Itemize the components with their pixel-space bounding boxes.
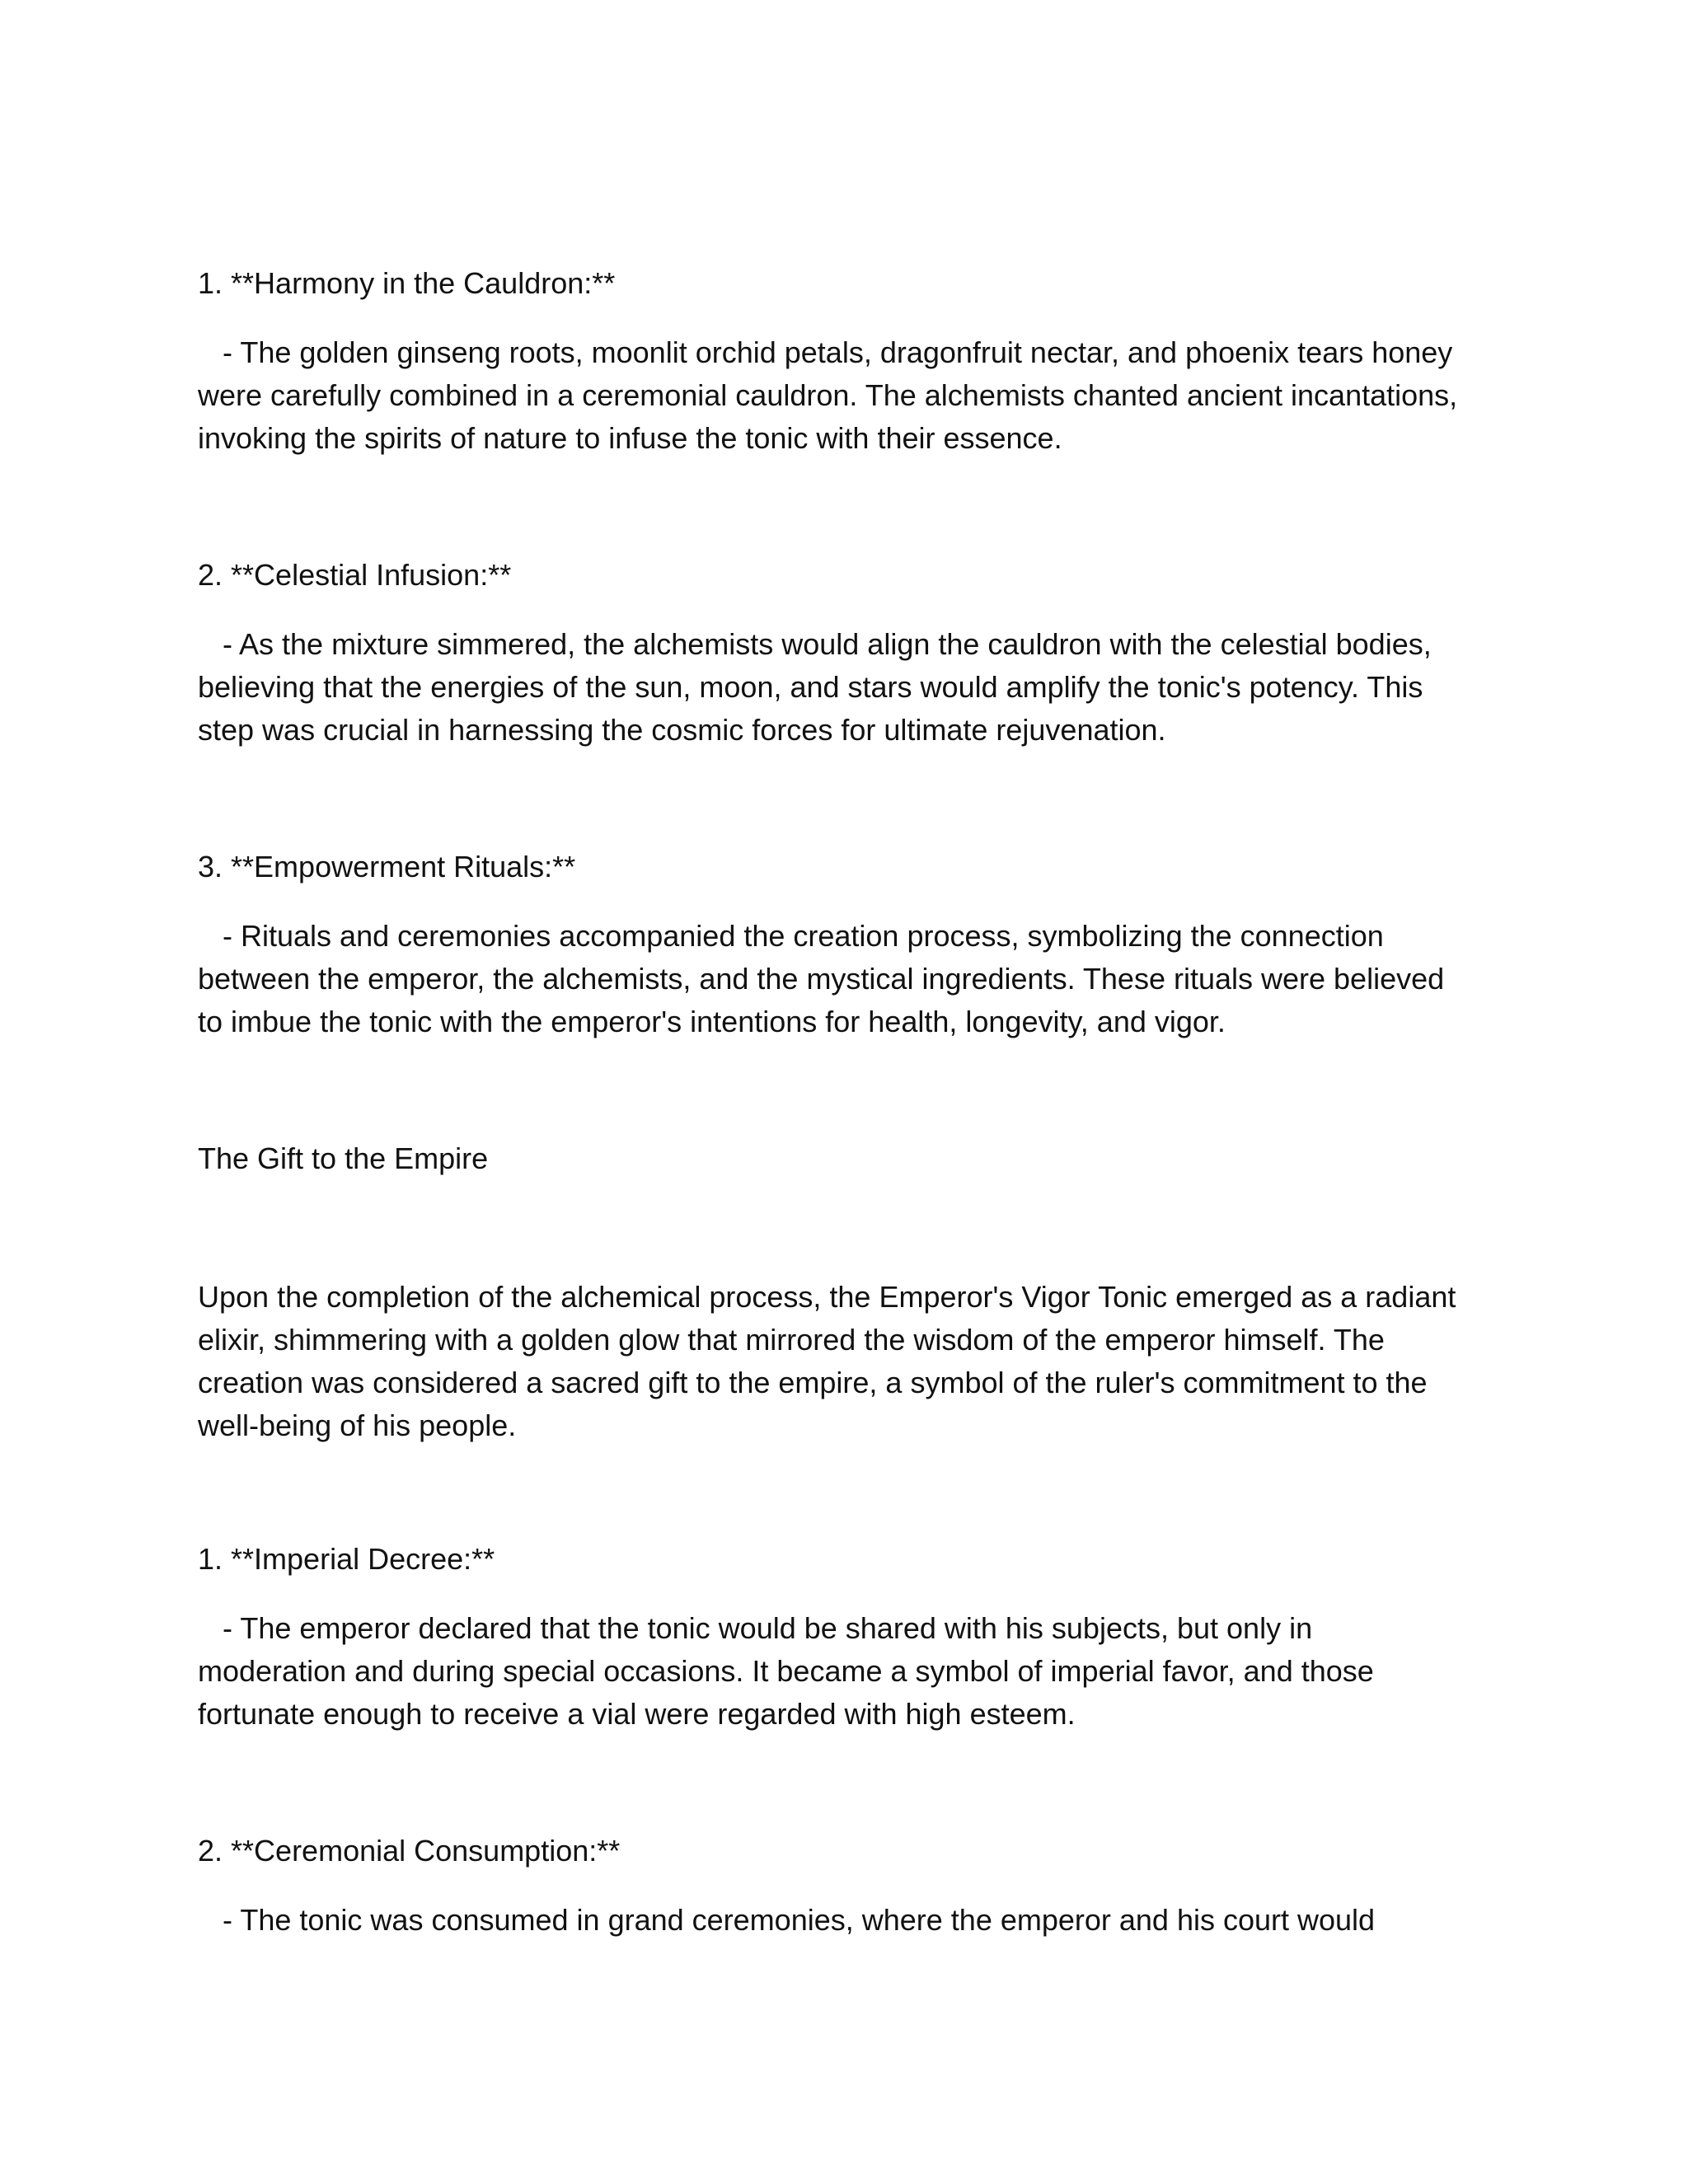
intro-paragraph: Upon the completion of the alchemical process, the Emperor's Vigor Tonic emerged as a radiant elixir, shimmering with a golden glow that mirrored the wisdom of the emperor himself. The creation was considered a sacred gift to the empire, a symbol of the ruler's commitment to the well-being of his people. [198, 1280, 1456, 1442]
section-body-ceremonial: - The tonic was consumed in grand ceremonies, where the emperor and his court would [198, 1903, 1376, 1937]
section-heading-ceremonial: 2. **Ceremonial Consumption:** [198, 1834, 621, 1868]
section-title-gift: The Gift to the Empire [198, 1141, 489, 1175]
section-body-empowerment: - Rituals and ceremonies accompanied the creation process, symbolizing the connection between the emperor, the alchemists, and the mystical ingredients. These rituals were believed to imbue the tonic with the emperor's intentions for health, longevity, and vigor. [198, 919, 1445, 1038]
section-body-decree: - The emperor declared that the tonic would be shared with his subjects, but only in moderation and during special occasions. It became a symbol of imperial favor, and those fortunate enough to receive a vial were regarded with high esteem. [198, 1611, 1374, 1731]
section-heading-decree: 1. **Imperial Decree:** [198, 1542, 495, 1576]
section-body-celestial: - As the mixture simmered, the alchemists would align the cauldron with the celestial bodies, believing that the energies of the sun, moon, and stars would amplify the tonic's potency. This step was crucial in harnessing the cosmic forces for ultimate rejuvenation. [198, 627, 1432, 747]
section-heading-empowerment: 3. **Empowerment Rituals:** [198, 850, 576, 883]
section-body-harmony: - The golden ginseng roots, moonlit orchid petals, dragonfruit nectar, and phoenix tears honey were carefully combined in a ceremonial cauldron. The alchemists chanted ancient incantations, invoking the spirits of nature to infuse the tonic with their essence. [198, 335, 1458, 455]
section-heading-harmony: 1. **Harmony in the Cauldron:** [198, 266, 616, 300]
section-heading-celestial: 2. **Celestial Infusion:** [198, 558, 512, 592]
